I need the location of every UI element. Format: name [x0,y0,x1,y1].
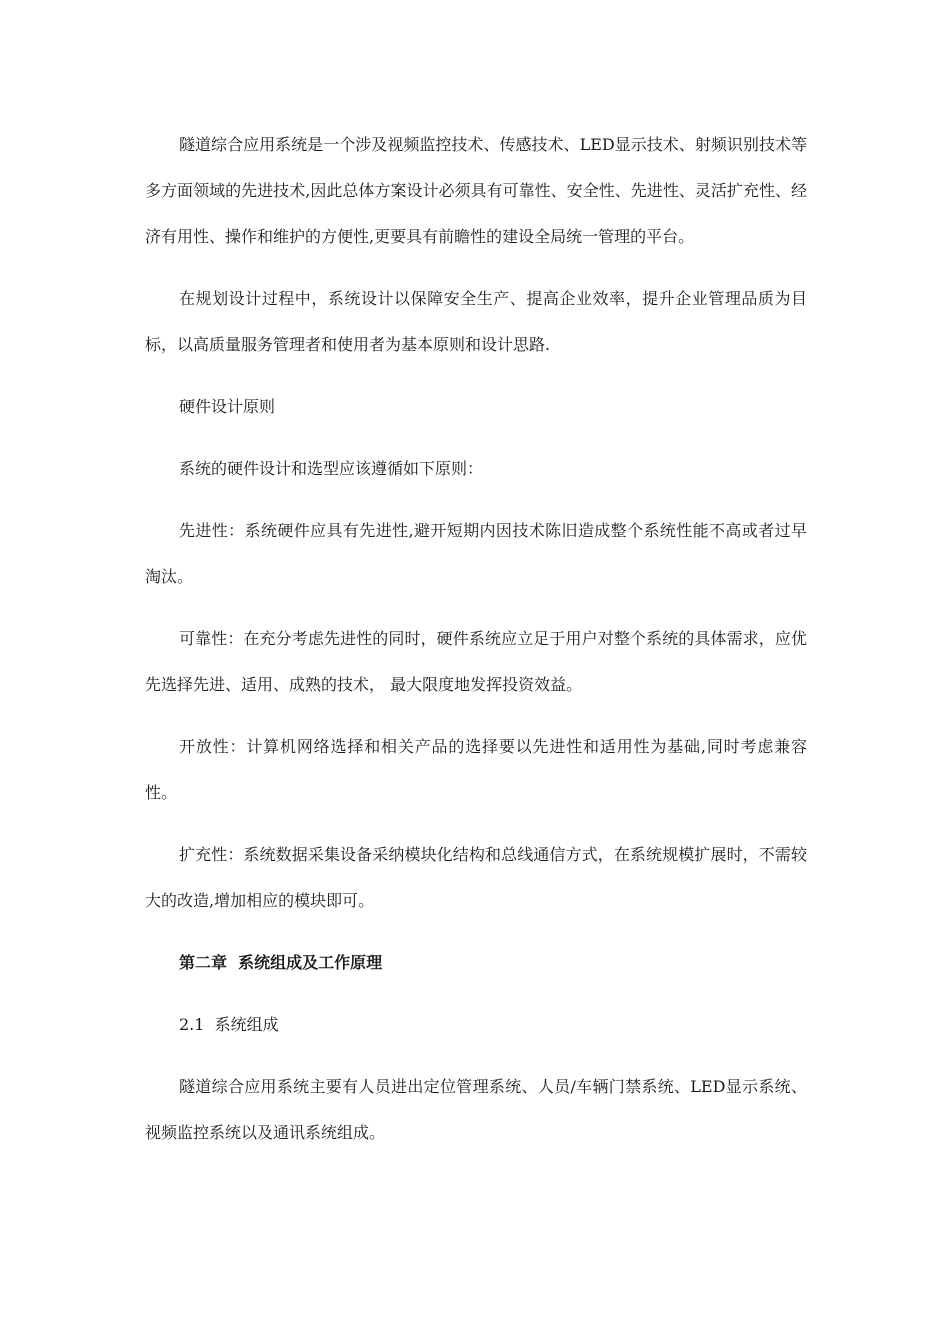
paragraph-gap [145,986,807,1002]
paragraph-openness: 开放性：计算机网络选择和相关产品的选择要以先进性和适用性为基础,同时考虑兼容性。 [145,737,807,802]
paragraph-design-goal: 在规划设计过程中，系统设计以保障安全生产、提高企业效率，提升企业管理品质为目标，以高质量服务管理者和使用者为基本原则和设计思路. [145,289,807,354]
paragraph-expandability: 扩充性：系统数据采集设备采纳模块化结构和总线通信方式，在系统规模扩展时，不需较大的改造,增加相应的模块即可。 [145,845,807,910]
paragraph-system-composition: 隧道综合应用系统主要有人员进出定位管理系统、人员/车辆门禁系统、LED显示系统、视频监控系统以及通讯系统组成。 [145,1077,807,1142]
paragraph-gap [145,368,807,384]
paragraph-gap [145,924,807,940]
paragraph-gap [145,430,807,446]
section-heading-2-1: 2.1 系统组成 [179,1015,279,1034]
paragraph-gap [145,816,807,832]
paragraph-gap [145,260,807,276]
paragraph-hardware-intro: 系统的硬件设计和选型应该遵循如下原则： [179,459,484,478]
paragraph-gap [145,1048,807,1064]
paragraph-reliability: 可靠性：在充分考虑先进性的同时，硬件系统应立足于用户对整个系统的具体需求，应优先选择先进、适用、成熟的技术， 最大限度地发挥投资效益。 [145,629,807,694]
paragraph-gap [145,708,807,724]
paragraph-intro: 隧道综合应用系统是一个涉及视频监控技术、传感技术、LED显示技术、射频识别技术等多方面领域的先进技术,因此总体方案设计必须具有可靠性、安全性、先进性、灵活扩充性、经济有用性、操作和维护的方便性,更要具有前瞻性的建设全局统一管理的平台。 [145,135,807,246]
chapter-heading: 第二章 系统组成及工作原理 [179,953,383,972]
document-body [145,122,807,1156]
section-heading-hardware-principles: 硬件设计原则 [179,397,276,416]
paragraph-advanced: 先进性：系统硬件应具有先进性,避开短期内因技术陈旧造成整个系统性能不高或者过早淘汰。 [145,521,807,586]
paragraph-gap [145,492,807,508]
paragraph-gap [145,600,807,616]
